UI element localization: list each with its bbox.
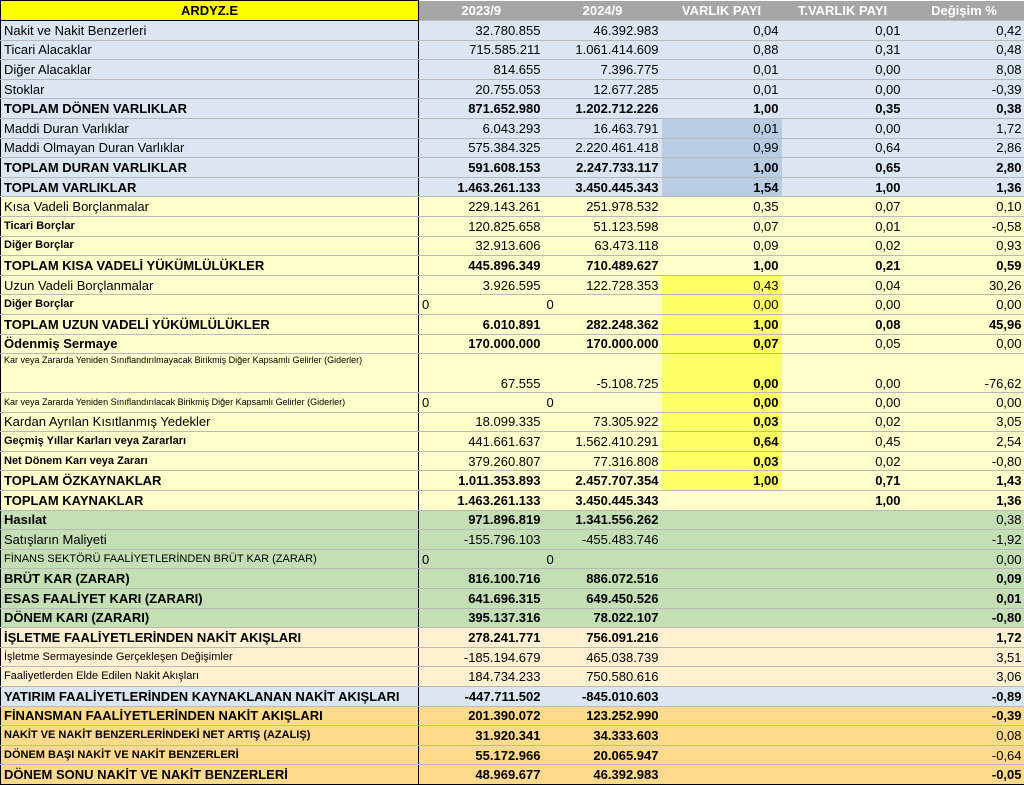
row-label[interactable]: Ödenmiş Sermaye — [1, 334, 419, 354]
cell-value-2023[interactable]: 201.390.072 — [419, 706, 544, 726]
table-row — [1, 628, 1024, 648]
cell-varlik-payi[interactable] — [662, 491, 782, 511]
row-label[interactable]: İŞLETME FAALİYETLERİNDEN NAKİT AKIŞLARI — [1, 628, 419, 648]
cell-t-varlik-payi[interactable]: 0,65 — [782, 158, 904, 178]
cell-degisim[interactable]: 2,80 — [904, 158, 1024, 178]
cell-degisim[interactable]: 0,38 — [904, 510, 1024, 530]
cell-t-varlik-payi[interactable]: 0,00 — [782, 354, 904, 393]
cell-value-2024[interactable]: 51.123.598 — [544, 216, 662, 236]
cell-t-varlik-payi[interactable] — [782, 569, 904, 589]
cell-value-2023[interactable]: 971.896.819 — [419, 510, 544, 530]
table-row — [1, 21, 1024, 41]
header-2024[interactable]: 2024/9 — [544, 1, 662, 21]
cell-degisim[interactable]: -0,58 — [904, 216, 1024, 236]
row-label[interactable]: Ticari Alacaklar — [1, 40, 419, 60]
cell-degisim[interactable]: -0,80 — [904, 608, 1024, 628]
cell-value-2024[interactable]: 750.580.616 — [544, 667, 662, 687]
cell-varlik-payi[interactable]: 0,88 — [662, 40, 782, 60]
cell-degisim[interactable]: 1,36 — [904, 491, 1024, 511]
cell-t-varlik-payi[interactable]: 0,45 — [782, 432, 904, 452]
cell-varlik-payi[interactable]: 0,07 — [662, 334, 782, 354]
cell-t-varlik-payi[interactable]: 0,21 — [782, 256, 904, 276]
cell-t-varlik-payi[interactable] — [782, 530, 904, 550]
cell-value-2023[interactable]: 229.143.261 — [419, 197, 544, 217]
cell-t-varlik-payi[interactable] — [782, 687, 904, 707]
cell-t-varlik-payi[interactable]: 0,00 — [782, 295, 904, 315]
cell-value-2024[interactable]: 1.061.414.609 — [544, 40, 662, 60]
cell-value-2024[interactable]: 756.091.216 — [544, 628, 662, 648]
cell-t-varlik-payi[interactable]: 0,31 — [782, 40, 904, 60]
cell-value-2023[interactable]: 120.825.658 — [419, 216, 544, 236]
table-row — [1, 236, 1024, 256]
cell-t-varlik-payi[interactable]: 0,35 — [782, 99, 904, 119]
table-row — [1, 40, 1024, 60]
cell-degisim[interactable]: -0,39 — [904, 79, 1024, 99]
cell-t-varlik-payi[interactable]: 0,00 — [782, 79, 904, 99]
cell-degisim[interactable]: 0,38 — [904, 99, 1024, 119]
cell-t-varlik-payi[interactable]: 0,71 — [782, 471, 904, 491]
cell-value-2024[interactable]: 251.978.532 — [544, 197, 662, 217]
cell-value-2024[interactable]: 2.247.733.117 — [544, 158, 662, 178]
cell-t-varlik-payi[interactable] — [782, 628, 904, 648]
cell-degisim[interactable]: -0,39 — [904, 706, 1024, 726]
header-t-varlik-payi[interactable]: T.VARLIK PAYI — [782, 1, 904, 21]
cell-t-varlik-payi[interactable]: 0,01 — [782, 216, 904, 236]
table-row — [1, 726, 1024, 746]
cell-varlik-payi[interactable]: 1,00 — [662, 256, 782, 276]
cell-value-2024[interactable]: 170.000.000 — [544, 334, 662, 354]
header-varlik-payi[interactable]: VARLIK PAYI — [662, 1, 782, 21]
cell-value-2023[interactable]: 1.463.261.133 — [419, 491, 544, 511]
table-row — [1, 530, 1024, 550]
cell-value-2023[interactable]: 441.661.637 — [419, 432, 544, 452]
cell-value-2023[interactable]: 48.969.677 — [419, 765, 544, 785]
table-row — [1, 295, 1024, 315]
cell-value-2023[interactable]: 814.655 — [419, 60, 544, 80]
cell-varlik-payi[interactable]: 0,01 — [662, 79, 782, 99]
table-row — [1, 79, 1024, 99]
cell-value-2023[interactable]: 379.260.807 — [419, 451, 544, 471]
cell-varlik-payi[interactable] — [662, 706, 782, 726]
row-label[interactable]: Maddi Olmayan Duran Varlıklar — [1, 138, 419, 158]
table-row — [1, 589, 1024, 609]
cell-value-2023[interactable]: 32.780.855 — [419, 21, 544, 41]
cell-varlik-payi[interactable]: 1,00 — [662, 99, 782, 119]
cell-t-varlik-payi[interactable]: 0,01 — [782, 21, 904, 41]
row-label[interactable]: BRÜT KAR (ZARAR) — [1, 569, 419, 589]
cell-varlik-payi[interactable] — [662, 687, 782, 707]
row-label[interactable]: Diğer Borçlar — [1, 295, 419, 315]
cell-degisim[interactable]: -76,62 — [904, 354, 1024, 393]
cell-degisim[interactable]: 0,00 — [904, 295, 1024, 315]
row-label[interactable]: Diğer Borçlar — [1, 236, 419, 256]
cell-varlik-payi[interactable]: 1,00 — [662, 471, 782, 491]
cell-text: 0 — [422, 396, 541, 409]
cell-varlik-payi[interactable] — [662, 549, 782, 569]
cell-degisim[interactable]: 3,05 — [904, 412, 1024, 432]
row-label[interactable]: TOPLAM ÖZKAYNAKLAR — [1, 471, 419, 491]
cell-t-varlik-payi[interactable] — [782, 549, 904, 569]
cell-t-varlik-payi[interactable] — [782, 510, 904, 530]
cell-degisim[interactable]: 1,43 — [904, 471, 1024, 491]
cell-value-2024[interactable]: 16.463.791 — [544, 118, 662, 138]
cell-varlik-payi[interactable] — [662, 647, 782, 667]
table-row — [1, 118, 1024, 138]
cell-text: 0 — [422, 553, 541, 566]
table-row — [1, 158, 1024, 178]
cell-value-2023[interactable]: 591.608.153 — [419, 158, 544, 178]
cell-varlik-payi[interactable]: 0,01 — [662, 118, 782, 138]
cell-value-2024[interactable]: 7.396.775 — [544, 60, 662, 80]
cell-t-varlik-payi[interactable]: 0,02 — [782, 451, 904, 471]
cell-degisim[interactable]: -0,89 — [904, 687, 1024, 707]
cell-value-2024[interactable]: 77.316.808 — [544, 451, 662, 471]
row-label[interactable]: NAKİT VE NAKİT BENZERLERİNDEKİ NET ARTIŞ (AZALIŞ) — [1, 726, 419, 746]
cell-degisim[interactable]: 1,36 — [904, 177, 1024, 197]
cell-value-2023[interactable]: 1.011.353.893 — [419, 471, 544, 491]
header-degisim[interactable]: Değişim % — [904, 1, 1024, 21]
cell-value-2023[interactable]: 6.043.293 — [419, 118, 544, 138]
cell-text: 0 — [547, 553, 659, 566]
cell-degisim[interactable]: 0,00 — [904, 549, 1024, 569]
cell-value-2024[interactable]: 465.038.739 — [544, 647, 662, 667]
cell-varlik-payi[interactable]: 0,01 — [662, 60, 782, 80]
cell-value-2024[interactable]: 1.562.410.291 — [544, 432, 662, 452]
cell-degisim[interactable]: 3,51 — [904, 647, 1024, 667]
cell-degisim[interactable]: 1,72 — [904, 118, 1024, 138]
cell-varlik-payi[interactable] — [662, 589, 782, 609]
cell-value-2023[interactable]: 871.652.980 — [419, 99, 544, 119]
cell-t-varlik-payi[interactable]: 0,64 — [782, 138, 904, 158]
cell-varlik-payi[interactable]: 0,00 — [662, 393, 782, 413]
row-label[interactable]: Kısa Vadeli Borçlanmalar — [1, 197, 419, 217]
row-label[interactable]: Kardan Ayrılan Kısıtlanmış Yedekler — [1, 412, 419, 432]
cell-value-2023[interactable]: 816.100.716 — [419, 569, 544, 589]
cell-value-2023[interactable]: 67.555 — [419, 354, 544, 393]
table-row — [1, 608, 1024, 628]
table-row — [1, 354, 1024, 393]
cell-degisim[interactable]: 8,08 — [904, 60, 1024, 80]
cell-value-2024[interactable]: 710.489.627 — [544, 256, 662, 276]
cell-varlik-payi[interactable] — [662, 745, 782, 765]
cell-value-2023[interactable]: 32.913.606 — [419, 236, 544, 256]
cell-degisim[interactable]: 0,09 — [904, 569, 1024, 589]
row-label[interactable]: FİNANS SEKTÖRÜ FAALİYETLERİNDEN BRÜT KAR (ZARAR) — [1, 549, 419, 569]
cell-value-2024[interactable] — [544, 295, 662, 315]
cell-value-2023[interactable]: 715.585.211 — [419, 40, 544, 60]
table-row — [1, 745, 1024, 765]
cell-value-2024[interactable]: 282.248.362 — [544, 314, 662, 334]
cell-t-varlik-payi[interactable] — [782, 745, 904, 765]
cell-varlik-payi[interactable]: 1,54 — [662, 177, 782, 197]
cell-t-varlik-payi[interactable]: 0,04 — [782, 275, 904, 295]
cell-degisim[interactable]: 0,00 — [904, 334, 1024, 354]
row-label[interactable]: TOPLAM KAYNAKLAR — [1, 491, 419, 511]
cell-t-varlik-payi[interactable] — [782, 706, 904, 726]
cell-degisim[interactable]: 0,59 — [904, 256, 1024, 276]
row-label[interactable]: TOPLAM KISA VADELİ YÜKÜMLÜLÜKLER — [1, 256, 419, 276]
cell-varlik-payi[interactable] — [662, 530, 782, 550]
cell-degisim[interactable]: 2,86 — [904, 138, 1024, 158]
row-label[interactable]: DÖNEM BAŞI NAKİT VE NAKİT BENZERLERİ — [1, 745, 419, 765]
cell-value-2023[interactable]: 6.010.891 — [419, 314, 544, 334]
table-row — [1, 393, 1024, 413]
row-label[interactable]: Geçmiş Yıllar Karları veya Zararları — [1, 432, 419, 452]
cell-varlik-payi[interactable]: 0,00 — [662, 295, 782, 315]
cell-varlik-payi[interactable]: 0,03 — [662, 451, 782, 471]
cell-value-2024[interactable] — [544, 393, 662, 413]
table-row — [1, 549, 1024, 569]
table-row — [1, 647, 1024, 667]
cell-value-2024[interactable]: 20.065.947 — [544, 745, 662, 765]
cell-varlik-payi[interactable]: 0,99 — [662, 138, 782, 158]
cell-t-varlik-payi[interactable] — [782, 667, 904, 687]
cell-value-2023[interactable]: -447.711.502 — [419, 687, 544, 707]
table-row — [1, 491, 1024, 511]
cell-t-varlik-payi[interactable]: 0,00 — [782, 60, 904, 80]
cell-varlik-payi[interactable]: 1,00 — [662, 314, 782, 334]
cell-varlik-payi[interactable]: 0,04 — [662, 21, 782, 41]
row-label[interactable]: ESAS FAALİYET KARI (ZARARI) — [1, 589, 419, 609]
cell-value-2024[interactable]: 3.450.445.343 — [544, 491, 662, 511]
cell-degisim[interactable]: 1,72 — [904, 628, 1024, 648]
cell-t-varlik-payi[interactable]: 0,02 — [782, 236, 904, 256]
cell-value-2024[interactable]: -455.483.746 — [544, 530, 662, 550]
cell-value-2024[interactable]: 2.457.707.354 — [544, 471, 662, 491]
table-row — [1, 256, 1024, 276]
cell-t-varlik-payi[interactable] — [782, 608, 904, 628]
row-label[interactable]: Stoklar — [1, 79, 419, 99]
cell-value-2024[interactable]: 3.450.445.343 — [544, 177, 662, 197]
row-label[interactable]: Hasılat — [1, 510, 419, 530]
row-label[interactable]: İşletme Sermayesinde Gerçekleşen Değişimler — [1, 647, 419, 667]
cell-value-2023[interactable]: -185.194.679 — [419, 647, 544, 667]
cell-varlik-payi[interactable]: 0,64 — [662, 432, 782, 452]
table-row — [1, 275, 1024, 295]
cell-value-2024[interactable]: 123.252.990 — [544, 706, 662, 726]
cell-value-2023[interactable]: 20.755.053 — [419, 79, 544, 99]
row-label[interactable]: TOPLAM DÖNEN VARLIKLAR — [1, 99, 419, 119]
table-row — [1, 687, 1024, 707]
cell-degisim[interactable]: -0,05 — [904, 765, 1024, 785]
cell-varlik-payi[interactable]: 0,43 — [662, 275, 782, 295]
cell-value-2024[interactable]: -5.108.725 — [544, 354, 662, 393]
cell-degisim[interactable]: -0,64 — [904, 745, 1024, 765]
table-row — [1, 471, 1024, 491]
cell-varlik-payi[interactable] — [662, 726, 782, 746]
cell-t-varlik-payi[interactable]: 0,02 — [782, 412, 904, 432]
row-label[interactable]: Diğer Alacaklar — [1, 60, 419, 80]
cell-degisim[interactable]: 0,01 — [904, 589, 1024, 609]
table-row — [1, 334, 1024, 354]
row-label[interactable]: Uzun Vadeli Borçlanmalar — [1, 275, 419, 295]
cell-varlik-payi[interactable] — [662, 667, 782, 687]
cell-degisim[interactable]: 45,96 — [904, 314, 1024, 334]
row-label[interactable]: YATIRIM FAALİYETLERİNDEN KAYNAKLANAN NAKİT AKIŞLARI — [1, 687, 419, 707]
header-2023[interactable]: 2023/9 — [419, 1, 544, 21]
cell-varlik-payi[interactable]: 0,00 — [662, 354, 782, 393]
cell-value-2023[interactable] — [419, 393, 544, 413]
cell-t-varlik-payi[interactable]: 1,00 — [782, 177, 904, 197]
cell-text: 0 — [547, 396, 659, 409]
table-row — [1, 412, 1024, 432]
cell-value-2024[interactable]: 34.333.603 — [544, 726, 662, 746]
row-label[interactable]: Satışların Maliyeti — [1, 530, 419, 550]
cell-value-2024[interactable]: 1.202.712.226 — [544, 99, 662, 119]
table-row — [1, 569, 1024, 589]
cell-value-2023[interactable]: 184.734.233 — [419, 667, 544, 687]
cell-value-2023[interactable]: 3.926.595 — [419, 275, 544, 295]
cell-t-varlik-payi[interactable]: 0,00 — [782, 393, 904, 413]
table-row — [1, 216, 1024, 236]
cell-degisim[interactable]: -1,92 — [904, 530, 1024, 550]
table-row — [1, 667, 1024, 687]
cell-value-2023[interactable]: 55.172.966 — [419, 745, 544, 765]
cell-t-varlik-payi[interactable] — [782, 589, 904, 609]
cell-t-varlik-payi[interactable]: 0,00 — [782, 118, 904, 138]
cell-varlik-payi[interactable] — [662, 569, 782, 589]
cell-varlik-payi[interactable] — [662, 608, 782, 628]
cell-varlik-payi[interactable]: 0,03 — [662, 412, 782, 432]
cell-degisim[interactable]: 0,48 — [904, 40, 1024, 60]
table-row — [1, 177, 1024, 197]
cell-varlik-payi[interactable] — [662, 628, 782, 648]
header-row — [1, 1, 1024, 21]
cell-text: 0 — [547, 298, 659, 311]
cell-value-2024[interactable]: 886.072.516 — [544, 569, 662, 589]
cell-t-varlik-payi[interactable]: 0,08 — [782, 314, 904, 334]
cell-varlik-payi[interactable]: 0,09 — [662, 236, 782, 256]
cell-value-2024[interactable]: 46.392.983 — [544, 765, 662, 785]
cell-value-2024[interactable]: 73.305.922 — [544, 412, 662, 432]
cell-t-varlik-payi[interactable] — [782, 726, 904, 746]
cell-value-2023[interactable]: 575.384.325 — [419, 138, 544, 158]
cell-value-2024[interactable]: 2.220.461.418 — [544, 138, 662, 158]
cell-value-2024[interactable]: 12.677.285 — [544, 79, 662, 99]
cell-value-2023[interactable]: 31.920.341 — [419, 726, 544, 746]
cell-t-varlik-payi[interactable]: 0,05 — [782, 334, 904, 354]
row-label[interactable]: DÖNEM KARI (ZARARI) — [1, 608, 419, 628]
cell-degisim[interactable]: 2,54 — [904, 432, 1024, 452]
cell-value-2023[interactable]: 445.896.349 — [419, 256, 544, 276]
cell-value-2024[interactable]: 122.728.353 — [544, 275, 662, 295]
cell-text: 0 — [422, 298, 541, 311]
cell-degisim[interactable]: 30,26 — [904, 275, 1024, 295]
cell-degisim[interactable]: 0,10 — [904, 197, 1024, 217]
cell-value-2023[interactable]: 641.696.315 — [419, 589, 544, 609]
cell-varlik-payi[interactable]: 1,00 — [662, 158, 782, 178]
table-row — [1, 99, 1024, 119]
cell-varlik-payi[interactable]: 0,35 — [662, 197, 782, 217]
cell-value-2023[interactable]: 18.099.335 — [419, 412, 544, 432]
row-label[interactable]: Kar veya Zararda Yeniden Sınıflandırılacak Birikmiş Diğer Kapsamlı Gelirler (Giderler) — [1, 393, 419, 413]
table-row — [1, 510, 1024, 530]
table-row — [1, 451, 1024, 471]
row-label[interactable]: DÖNEM SONU NAKİT VE NAKİT BENZERLERİ — [1, 765, 419, 785]
row-label[interactable]: Faaliyetlerden Elde Edilen Nakit Akışları — [1, 667, 419, 687]
cell-value-2024[interactable]: 1.341.556.262 — [544, 510, 662, 530]
cell-degisim[interactable]: 0,00 — [904, 393, 1024, 413]
cell-degisim[interactable]: 3,06 — [904, 667, 1024, 687]
cell-value-2024[interactable]: -845.010.603 — [544, 687, 662, 707]
cell-value-2024[interactable]: 649.450.526 — [544, 589, 662, 609]
cell-t-varlik-payi[interactable]: 0,07 — [782, 197, 904, 217]
cell-varlik-payi[interactable] — [662, 510, 782, 530]
cell-t-varlik-payi[interactable]: 1,00 — [782, 491, 904, 511]
row-label[interactable]: Kar veya Zararda Yeniden Sınıflandırılmayacak Birikmiş Diğer Kapsamlı Gelirler (Giderler) — [1, 354, 419, 393]
cell-value-2024[interactable]: 78.022.107 — [544, 608, 662, 628]
cell-value-2023[interactable]: 278.241.771 — [419, 628, 544, 648]
cell-degisim[interactable]: 0,42 — [904, 21, 1024, 41]
row-label[interactable]: Maddi Duran Varlıklar — [1, 118, 419, 138]
cell-varlik-payi[interactable]: 0,07 — [662, 216, 782, 236]
cell-value-2024[interactable]: 46.392.983 — [544, 21, 662, 41]
row-label[interactable]: Nakit ve Nakit Benzerleri — [1, 21, 419, 41]
cell-degisim[interactable]: 0,93 — [904, 236, 1024, 256]
cell-value-2023[interactable]: -155.796.103 — [419, 530, 544, 550]
row-label[interactable]: Net Dönem Karı veya Zararı — [1, 451, 419, 471]
cell-degisim[interactable]: -0,80 — [904, 451, 1024, 471]
cell-value-2023[interactable]: 1.463.261.133 — [419, 177, 544, 197]
row-label[interactable]: TOPLAM DURAN VARLIKLAR — [1, 158, 419, 178]
table-row — [1, 314, 1024, 334]
cell-value-2023[interactable]: 170.000.000 — [419, 334, 544, 354]
table-row — [1, 197, 1024, 217]
row-label[interactable]: FİNANSMAN FAALİYETLERİNDEN NAKİT AKIŞLARI — [1, 706, 419, 726]
cell-value-2024[interactable]: 63.473.118 — [544, 236, 662, 256]
cell-value-2023[interactable]: 395.137.316 — [419, 608, 544, 628]
cell-degisim[interactable]: 0,08 — [904, 726, 1024, 746]
table-row — [1, 432, 1024, 452]
row-label[interactable]: TOPLAM UZUN VADELİ YÜKÜMLÜLÜKLER — [1, 314, 419, 334]
ticker-cell[interactable]: ARDYZ.E — [1, 1, 419, 21]
table-row — [1, 138, 1024, 158]
cell-value-2024[interactable] — [544, 549, 662, 569]
row-label[interactable]: Ticari Borçlar — [1, 216, 419, 236]
cell-value-2023[interactable] — [419, 295, 544, 315]
table-row — [1, 60, 1024, 80]
row-label[interactable]: TOPLAM VARLIKLAR — [1, 177, 419, 197]
cell-t-varlik-payi[interactable] — [782, 647, 904, 667]
cell-value-2023[interactable] — [419, 549, 544, 569]
table-row — [1, 706, 1024, 726]
